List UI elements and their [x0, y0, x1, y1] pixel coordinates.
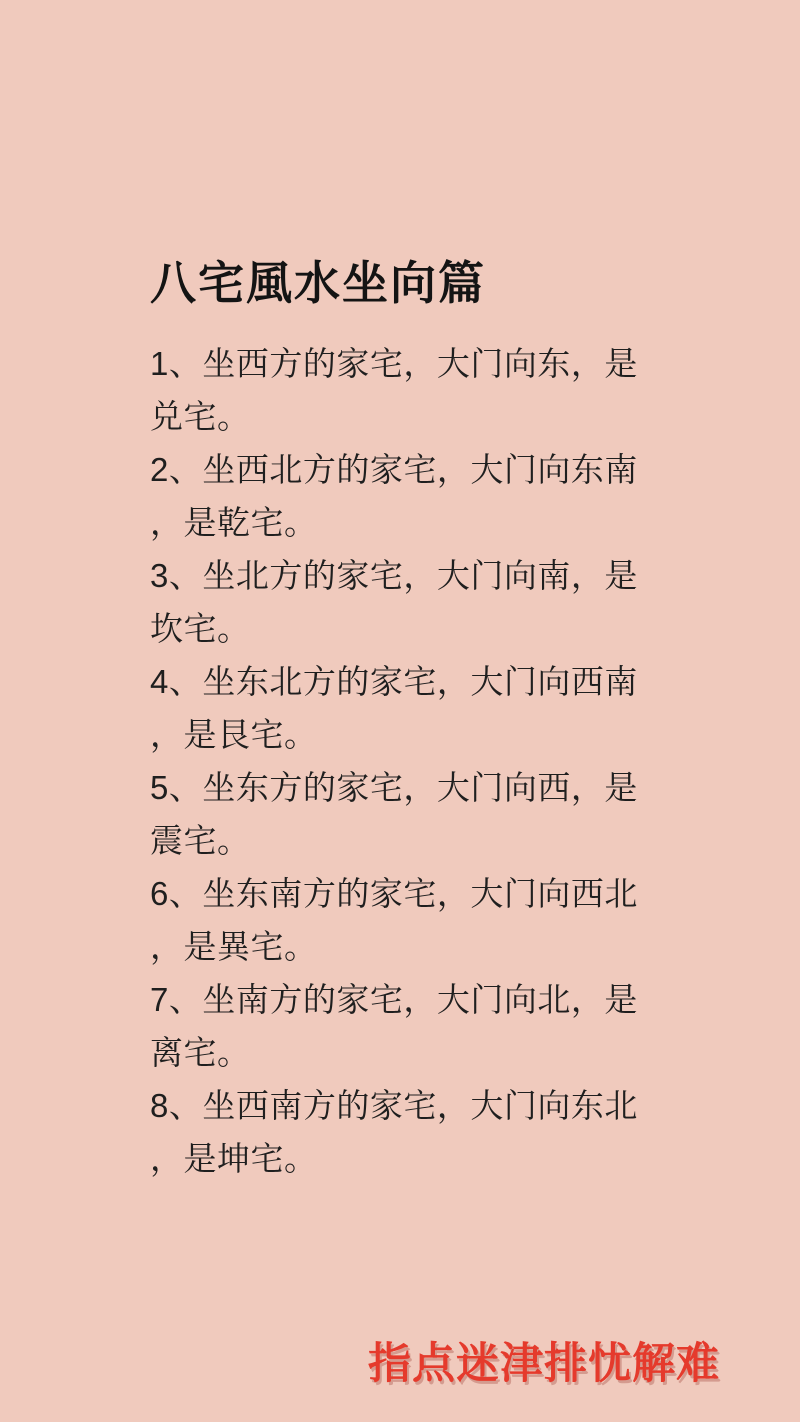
- rule-item: 8、坐西南方的家宅，大门向东北，是坤宅。: [150, 1086, 638, 1177]
- rule-item: 5、坐东方的家宅，大门向西，是震宅。: [150, 768, 638, 859]
- rule-item: 7、坐南方的家宅，大门向北，是离宅。: [150, 980, 638, 1071]
- rule-item: 4、坐东北方的家宅，大门向西南，是艮宅。: [150, 662, 638, 753]
- rule-item: 3、坐北方的家宅，大门向南，是坎宅。: [150, 556, 638, 647]
- rules-list: [150, 337, 668, 1185]
- watermark-text: 指点迷津排忧解难: [368, 1340, 720, 1388]
- content-card: [150, 258, 668, 1185]
- page-title: 八宅風水坐向篇: [150, 257, 486, 309]
- rule-item: 6、坐东南方的家宅，大门向西北，是異宅。: [150, 874, 638, 965]
- rule-item: 2、坐西北方的家宅，大门向东南，是乾宅。: [150, 450, 638, 541]
- rule-item: 1、坐西方的家宅，大门向东，是兑宅。: [150, 344, 638, 435]
